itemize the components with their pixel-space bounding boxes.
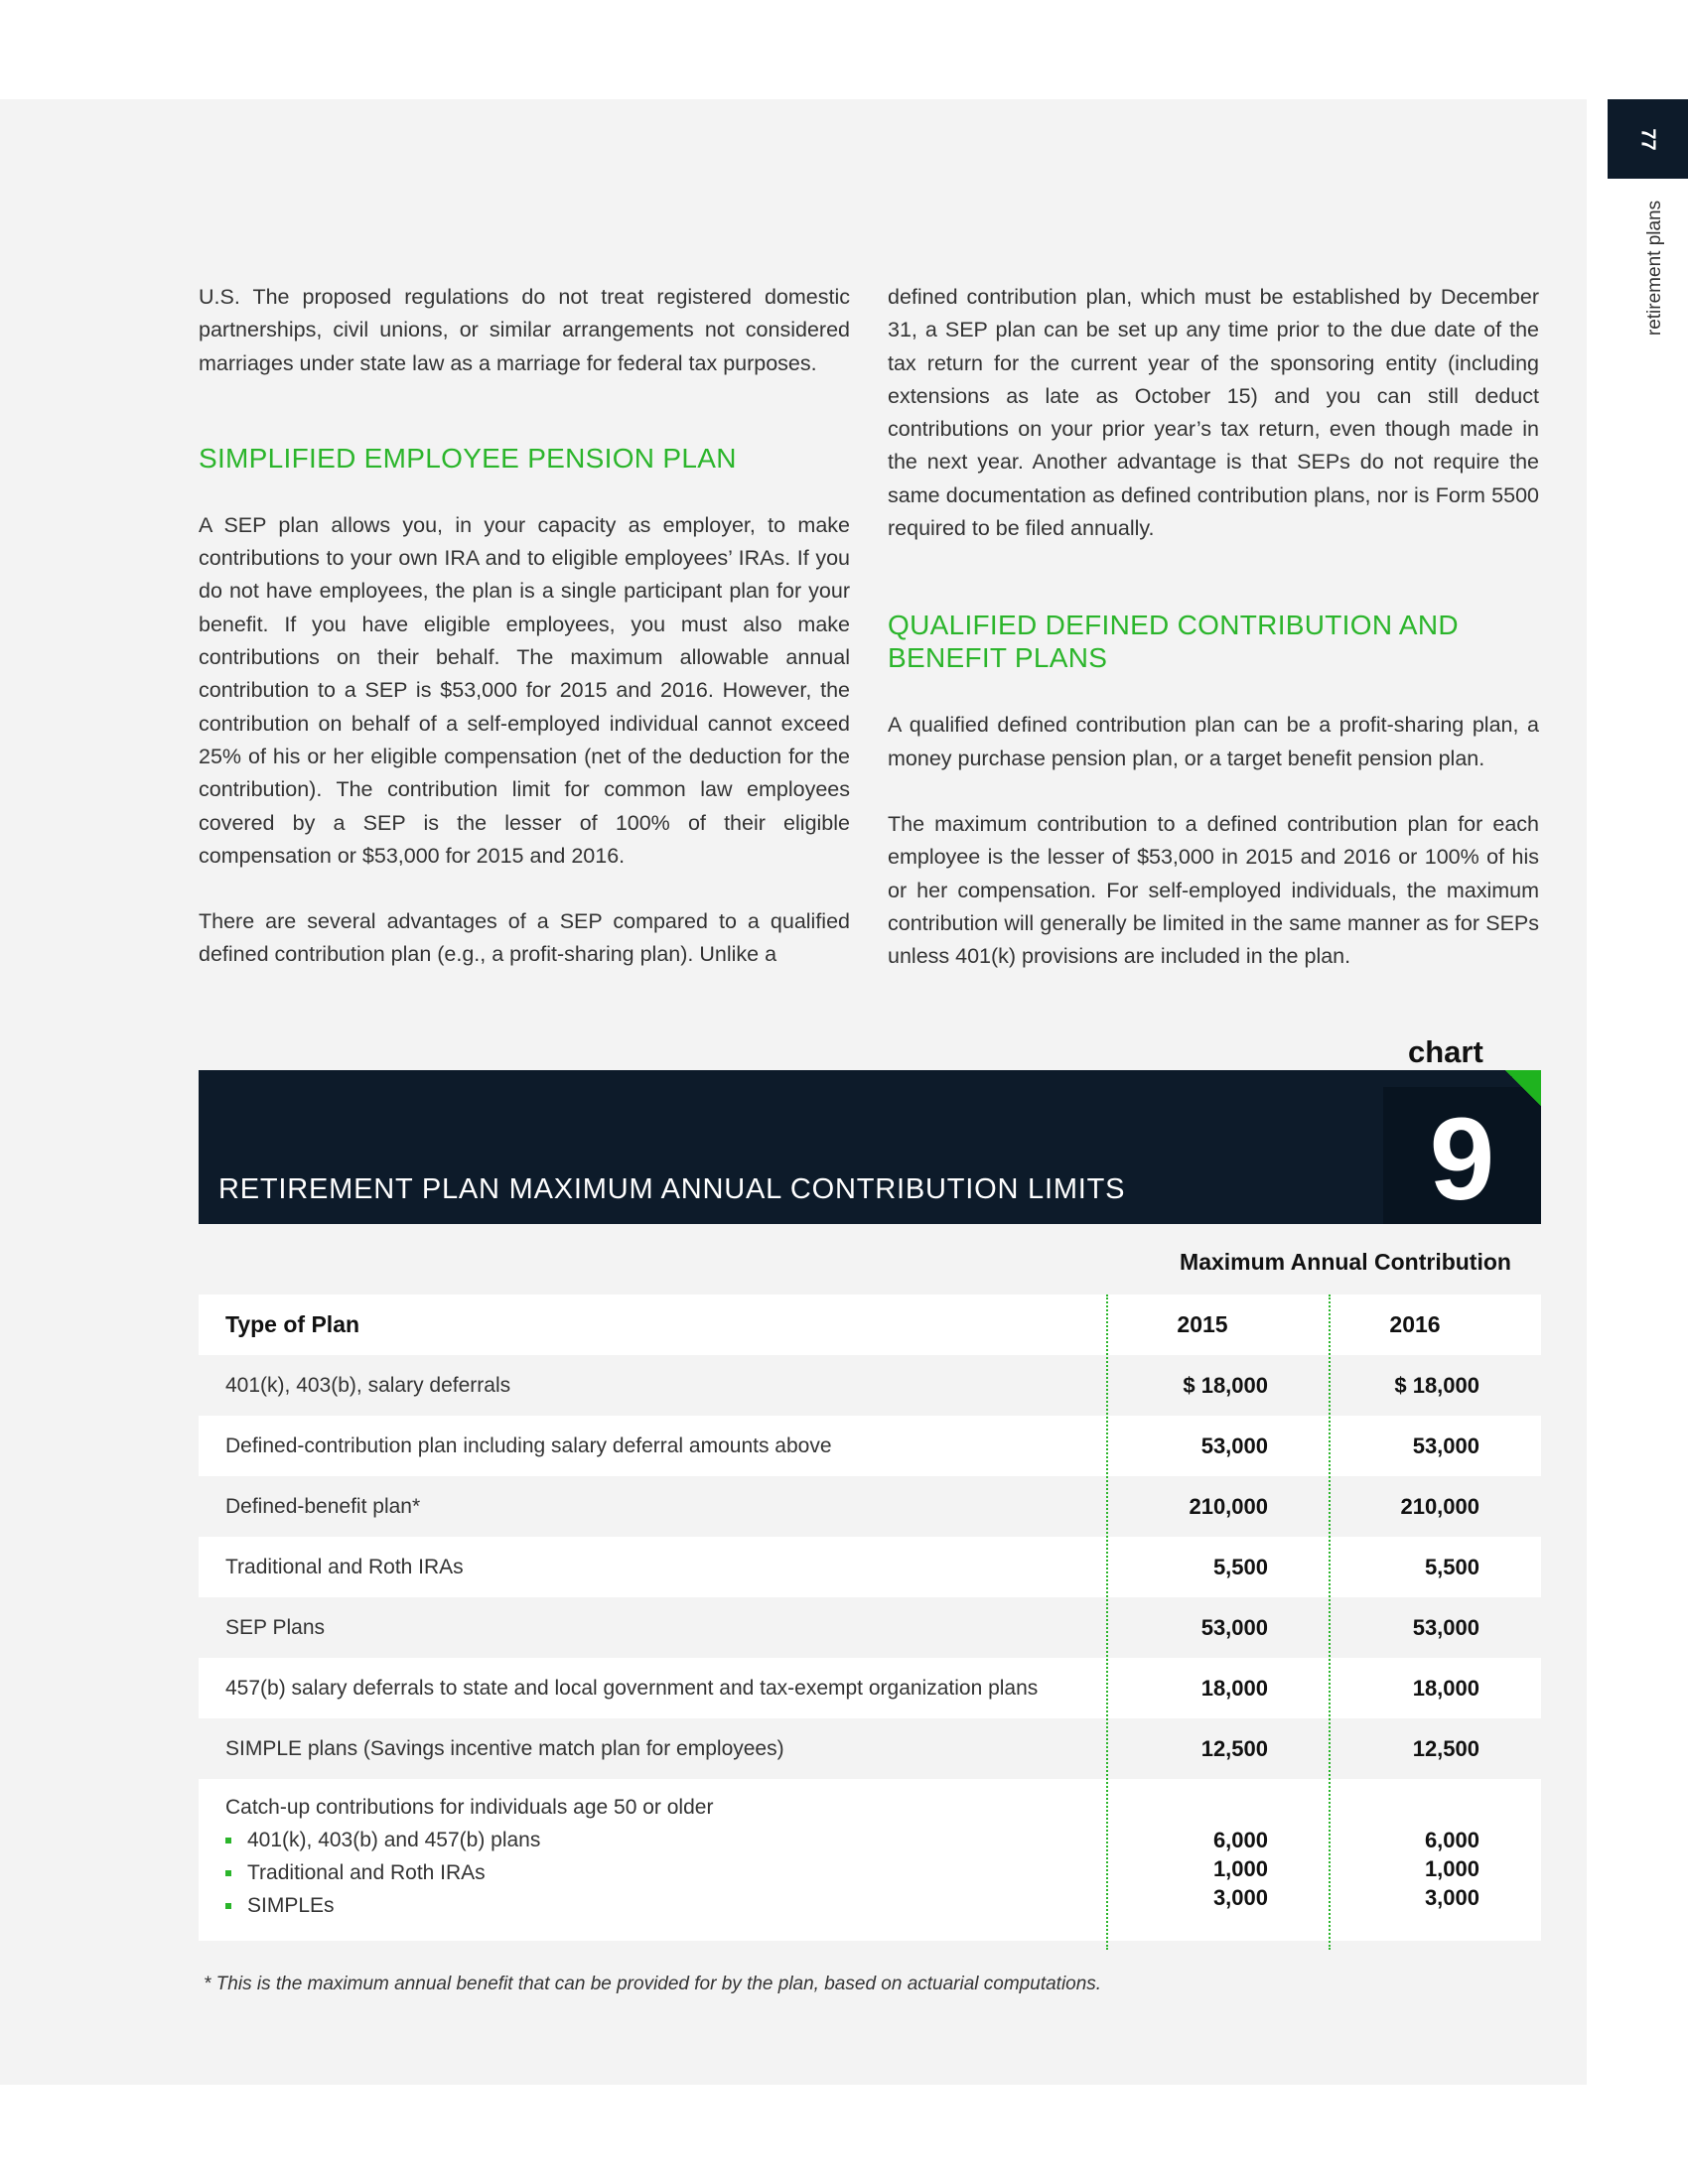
intro-paragraph: U.S. The proposed regulations do not treat registered domestic partnerships, civil unions, or similar arrangements not considered marriages under state law as a marriage for federal tax purposes. bbox=[199, 285, 850, 375]
value-2015: 53,000 bbox=[1200, 1433, 1268, 1458]
value-2016: 3,000 bbox=[1424, 1885, 1479, 1910]
table-row bbox=[199, 1597, 1541, 1658]
value-2016: 53,000 bbox=[1412, 1614, 1479, 1640]
value-2016: 1,000 bbox=[1424, 1856, 1479, 1881]
chart-label: chart bbox=[1408, 1034, 1483, 1069]
plan-name: SEP Plans bbox=[225, 1615, 326, 1639]
value-2015: 18,000 bbox=[1200, 1675, 1268, 1701]
plan-name: Defined-contribution plan including salary deferral amounts above bbox=[225, 1433, 832, 1457]
value-2016: 53,000 bbox=[1412, 1433, 1479, 1458]
chart-title: RETIREMENT PLAN MAXIMUM ANNUAL CONTRIBUTION LIMITS bbox=[218, 1173, 1126, 1205]
left-column bbox=[199, 281, 850, 972]
catch-up-item: SIMPLEs bbox=[225, 1889, 713, 1922]
sep-heading: SIMPLIFIED EMPLOYEE PENSION PLAN bbox=[199, 442, 737, 474]
value-2015: 5,500 bbox=[1212, 1554, 1268, 1579]
sep-continuation-paragraph: defined contribution plan, which must be established by December 31, a SEP plan can be set up any time prior to the due date of the tax return for the current year of the sponsoring entity (including extensions as late as October 15) and you can still deduct contributions on your prior year’s tax return, even though made in the next year. Another advantage is that SEPs do not require the same documentation as defined contribution plans, nor is Form 5500 required to be filed annually. bbox=[888, 285, 1539, 541]
table-row bbox=[199, 1718, 1541, 1779]
table-row bbox=[199, 1658, 1541, 1718]
table-footnote: * This is the maximum annual benefit that can be provided for by the plan, based on actuarial computations. bbox=[204, 1974, 1102, 1994]
plan-name: SIMPLE plans (Savings incentive match plan for employees) bbox=[225, 1736, 784, 1760]
column-divider bbox=[1106, 1295, 1108, 1950]
catch-up-values-2015 bbox=[1108, 1826, 1268, 1912]
table-header-row bbox=[199, 1295, 1541, 1355]
green-bullet-icon bbox=[225, 1838, 231, 1843]
column-group-header: Maximum Annual Contribution bbox=[1180, 1249, 1511, 1275]
section-label: retirement plans bbox=[1644, 200, 1666, 337]
table-row bbox=[199, 1476, 1541, 1537]
catch-up-item: 401(k), 403(b) and 457(b) plans bbox=[225, 1824, 713, 1856]
contribution-limits-table bbox=[199, 1295, 1541, 1941]
header-type-of-plan: Type of Plan bbox=[225, 1311, 360, 1337]
value-2015: 3,000 bbox=[1212, 1885, 1268, 1910]
qdc-paragraph-1: A qualified defined contribution plan can be a profit-sharing plan, a money purchase pension plan, or a target benefit pension plan. bbox=[888, 713, 1539, 770]
value-2016: 18,000 bbox=[1412, 1675, 1479, 1701]
value-2015: $ 18,000 bbox=[1183, 1372, 1268, 1398]
value-2016: 5,500 bbox=[1424, 1554, 1479, 1579]
value-2016: 210,000 bbox=[1400, 1493, 1479, 1519]
header-2015: 2015 bbox=[1177, 1311, 1228, 1337]
header-2016: 2016 bbox=[1389, 1311, 1441, 1337]
value-2016: 12,500 bbox=[1412, 1735, 1479, 1761]
qdc-heading: QUALIFIED DEFINED CONTRIBUTION AND BENEFIT PLANS bbox=[888, 610, 1459, 674]
value-2016: $ 18,000 bbox=[1394, 1372, 1479, 1398]
plan-name: Defined-benefit plan* bbox=[225, 1494, 421, 1518]
catch-up-description bbox=[225, 1791, 713, 1922]
page-number: 77 bbox=[1637, 127, 1659, 151]
value-2015: 1,000 bbox=[1212, 1856, 1268, 1881]
green-bullet-icon bbox=[225, 1903, 231, 1909]
catch-up-row bbox=[199, 1779, 1541, 1941]
catch-up-item: Traditional and Roth IRAs bbox=[225, 1856, 713, 1889]
column-divider bbox=[1329, 1295, 1331, 1950]
catch-up-title: Catch-up contributions for individuals age 50 or older bbox=[225, 1796, 714, 1819]
plan-name: 401(k), 403(b), salary deferrals bbox=[225, 1373, 511, 1397]
value-2015: 12,500 bbox=[1200, 1735, 1268, 1761]
value-2015: 53,000 bbox=[1200, 1614, 1268, 1640]
value-2016: 6,000 bbox=[1424, 1828, 1479, 1852]
chart-number: 9 bbox=[1429, 1094, 1495, 1225]
qdc-paragraph-2: The maximum contribution to a defined contribution plan for each employee is the lesser of $53,000 in 2015 and 2016 or 100% of his or her compensation. For self-employed individuals, the maximum contribution will generally be limited in the same manner as for SEPs unless 401(k) provisions are included in the plan. bbox=[888, 811, 1539, 969]
right-column bbox=[888, 281, 1539, 973]
table-row bbox=[199, 1355, 1541, 1416]
table-row bbox=[199, 1416, 1541, 1476]
plan-name: 457(b) salary deferrals to state and local government and tax-exempt organization plans bbox=[225, 1676, 1039, 1700]
green-bullet-icon bbox=[225, 1870, 231, 1876]
sep-paragraph-2: There are several advantages of a SEP compared to a qualified defined contribution plan (e.g., a profit-sharing plan). Unlike a bbox=[199, 909, 850, 967]
value-2015: 210,000 bbox=[1189, 1493, 1268, 1519]
sep-paragraph-1: A SEP plan allows you, in your capacity as employer, to make contributions to your own IRA and to eligible employees’ IRAs. If you do not have employees, the plan is a single participant plan for your benefit. If you have eligible employees, you must also make contributions on their behalf. The maximum allowable annual contribution to a SEP is $53,000 for 2015 and 2016. However, the contribution on behalf of a self-employed individual cannot exceed 25% of his or her eligible compensation (net of the deduction for the contribution). The contribution limit for common law employees covered by a SEP is the lesser of 100% of their eligible compensation or $53,000 for 2015 and 2016. bbox=[199, 512, 850, 868]
catch-up-values-2016 bbox=[1329, 1826, 1479, 1912]
value-2015: 6,000 bbox=[1212, 1828, 1268, 1852]
table-row bbox=[199, 1537, 1541, 1597]
plan-name: Traditional and Roth IRAs bbox=[225, 1555, 464, 1578]
